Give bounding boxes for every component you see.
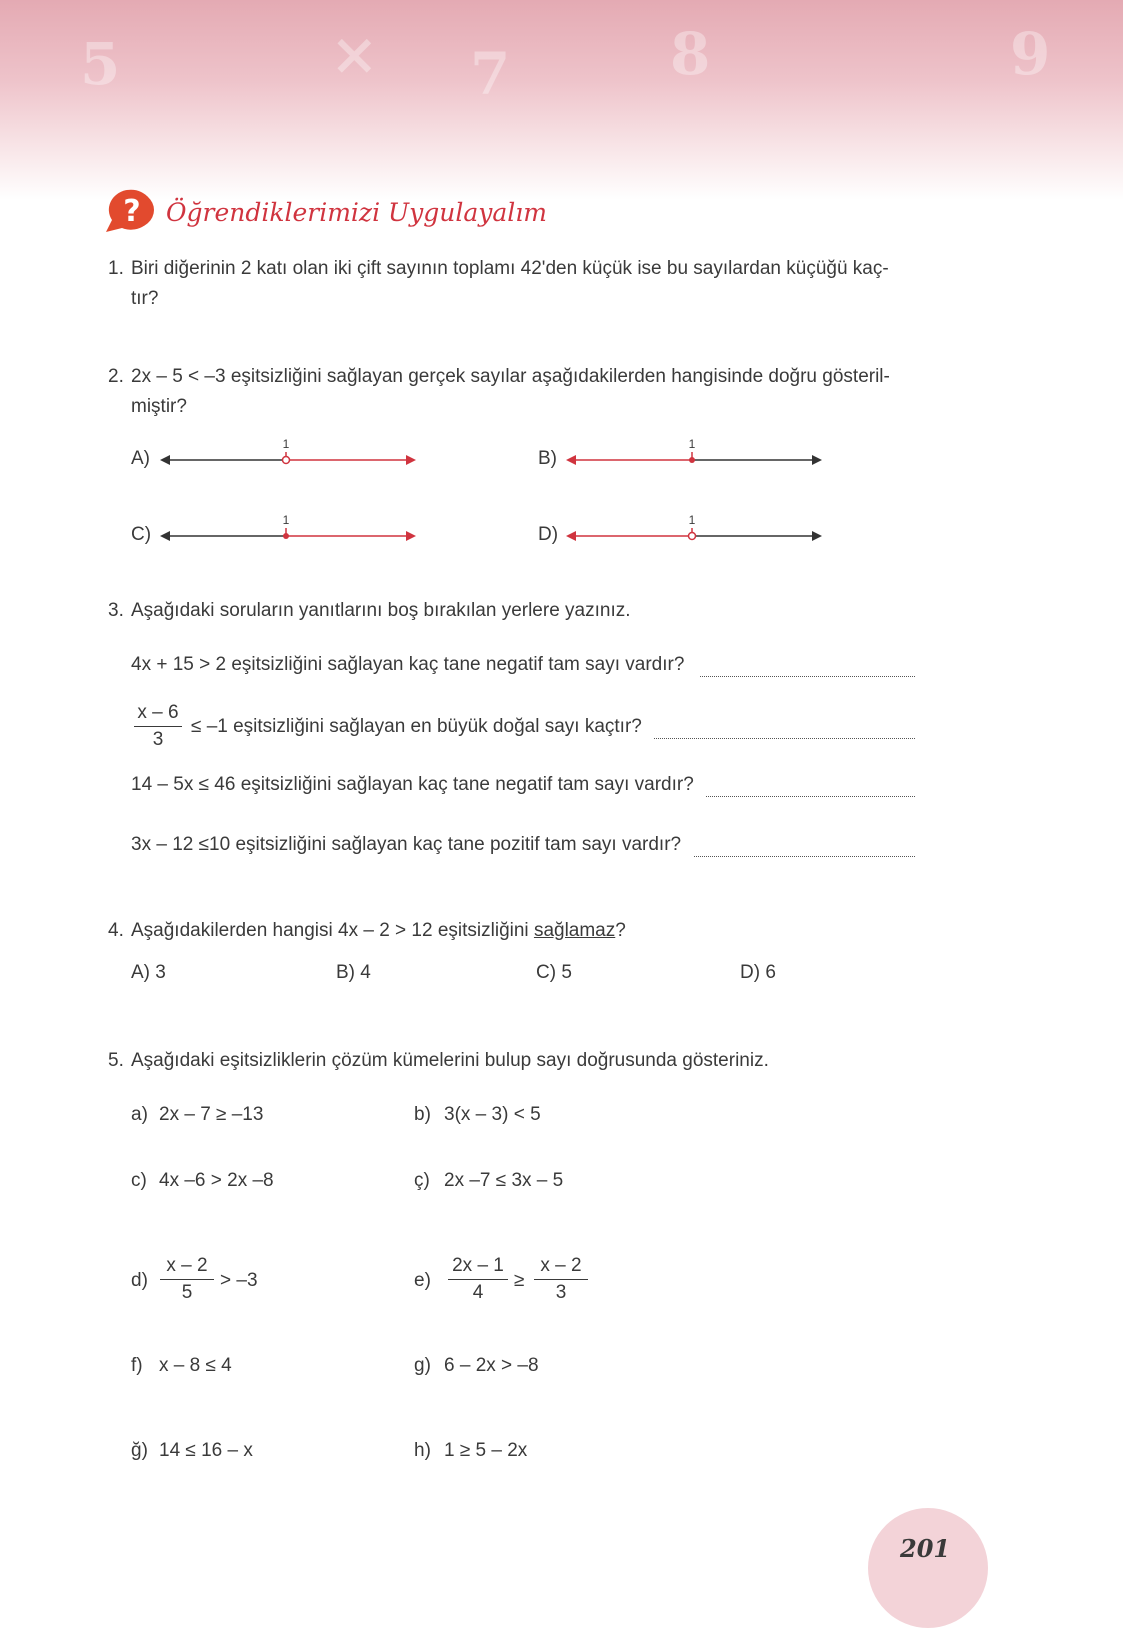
inequality-g: 6 – 2x > –8: [444, 1355, 539, 1376]
question-4-emphasis: sağlamaz: [533, 920, 616, 941]
question-4-text-main: Aşağıdakilerden hangisi 4x – 2 > 12 eşitsizliğini: [131, 920, 534, 941]
question-3-item-3: 14 – 5x ≤ 46 eşitsizliğini sağlayan kaç tane negatif tam sayı vardır?: [131, 774, 694, 795]
fraction-numerator: x – 2: [166, 1255, 208, 1276]
banner-decoration: 8: [670, 20, 711, 88]
question-1-text: Biri diğerinin 2 katı olan iki çift sayının toplamı 42'den küçük ise bu sayılardan küçüğü kaç-: [131, 258, 889, 279]
header-banner: [0, 0, 1123, 200]
fraction: [534, 1255, 588, 1304]
tick-label: 1: [282, 438, 290, 451]
question-4-text-end: ?: [615, 920, 626, 941]
section-title: [98, 188, 547, 236]
question-number: 1.: [108, 258, 124, 279]
inequality-e-operator: ≥: [514, 1270, 525, 1291]
option-c[interactable]: C) 5: [536, 962, 572, 983]
banner-decoration: ×: [330, 20, 379, 88]
tick-label: 1: [688, 438, 696, 451]
question-3-item-1: 4x + 15 > 2 eşitsizliğini sağlayan kaç tane negatif tam sayı vardır?: [131, 654, 685, 675]
fraction: [134, 702, 182, 751]
question-number: 4.: [108, 920, 124, 941]
banner-decoration: 9: [1010, 20, 1051, 88]
item-label: ç): [414, 1170, 430, 1191]
item-label: e): [414, 1270, 431, 1291]
answer-blank[interactable]: [654, 738, 915, 739]
question-3-intro: Aşağıdaki soruların yanıtlarını boş bırakılan yerlere yazınız.: [131, 600, 631, 621]
question-2-text-cont: miştir?: [131, 396, 187, 417]
inequality-cc: 2x –7 ≤ 3x – 5: [444, 1170, 564, 1191]
fraction-denominator: 4: [472, 1282, 484, 1303]
option-b[interactable]: B) 4: [336, 962, 371, 983]
item-label: g): [414, 1355, 431, 1376]
question-number: 3.: [108, 600, 124, 621]
inequality-a: 2x – 7 ≥ –13: [159, 1104, 264, 1125]
question-3-item-2: ≤ –1 eşitsizliğini sağlayan en büyük doğal sayı kaçtır?: [191, 716, 642, 737]
fraction-numerator: x – 6: [137, 702, 179, 723]
item-label: f): [131, 1355, 143, 1376]
banner-decoration: 5: [80, 30, 121, 98]
option-d[interactable]: D) 6: [740, 962, 776, 983]
answer-blank[interactable]: [694, 856, 915, 857]
fraction-denominator: 3: [555, 1282, 567, 1303]
number-line-d: [564, 514, 829, 550]
number-line-a: [158, 438, 423, 474]
inequality-h: 1 ≥ 5 – 2x: [444, 1440, 528, 1461]
inequality-c: 4x –6 > 2x –8: [159, 1170, 274, 1191]
item-label: h): [414, 1440, 431, 1461]
inequality-b: 3(x – 3) < 5: [444, 1104, 541, 1125]
banner-decoration: 7: [470, 40, 511, 108]
option-a-label: A): [131, 448, 150, 469]
tick-label: 1: [282, 514, 290, 527]
tick-label: 1: [688, 514, 696, 527]
answer-blank[interactable]: [706, 796, 915, 797]
option-c-label: C): [131, 524, 152, 545]
fraction: [160, 1255, 214, 1304]
fraction: [448, 1255, 508, 1304]
answer-blank[interactable]: [700, 676, 915, 677]
item-label: c): [131, 1170, 147, 1191]
question-4-text: [131, 920, 626, 942]
question-5-intro: Aşağıdaki eşitsizliklerin çözüm kümelerini bulup sayı doğrusunda gösteriniz.: [131, 1050, 769, 1071]
inequality-f: x – 8 ≤ 4: [159, 1355, 232, 1376]
option-b-label: B): [538, 448, 557, 469]
question-number: 5.: [108, 1050, 124, 1071]
item-label: a): [131, 1104, 148, 1125]
question-bubble-icon: [98, 188, 160, 236]
fraction-numerator: 2x – 1: [452, 1255, 504, 1276]
number-line-c: [158, 514, 423, 550]
item-label: d): [131, 1270, 148, 1291]
item-label: ğ): [131, 1440, 148, 1461]
question-number: 2.: [108, 366, 124, 387]
inequality-d-rest: > –3: [220, 1270, 258, 1291]
question-2-text: 2x – 5 < –3 eşitsizliğini sağlayan gerçek sayılar aşağıdakilerden hangisinde doğru gösteril-: [131, 366, 890, 387]
item-label: b): [414, 1104, 431, 1125]
page-number: 201: [900, 1534, 951, 1563]
option-d-label: D): [538, 524, 559, 545]
option-a[interactable]: A) 3: [131, 962, 166, 983]
question-1-text-cont: tır?: [131, 288, 159, 309]
svg-text:?: ?: [123, 194, 141, 229]
page-title: Öğrendiklerimizi Uygulayalım: [166, 197, 547, 227]
question-3-item-4: 3x – 12 ≤10 eşitsizliğini sağlayan kaç tane pozitif tam sayı vardır?: [131, 834, 682, 855]
page-number-badge: [868, 1508, 988, 1628]
fraction-denominator: 5: [181, 1282, 193, 1303]
fraction-denominator: 3: [152, 729, 164, 750]
number-line-b: [564, 438, 829, 474]
inequality-gg: 14 ≤ 16 – x: [159, 1440, 253, 1461]
fraction-numerator: x – 2: [540, 1255, 582, 1276]
